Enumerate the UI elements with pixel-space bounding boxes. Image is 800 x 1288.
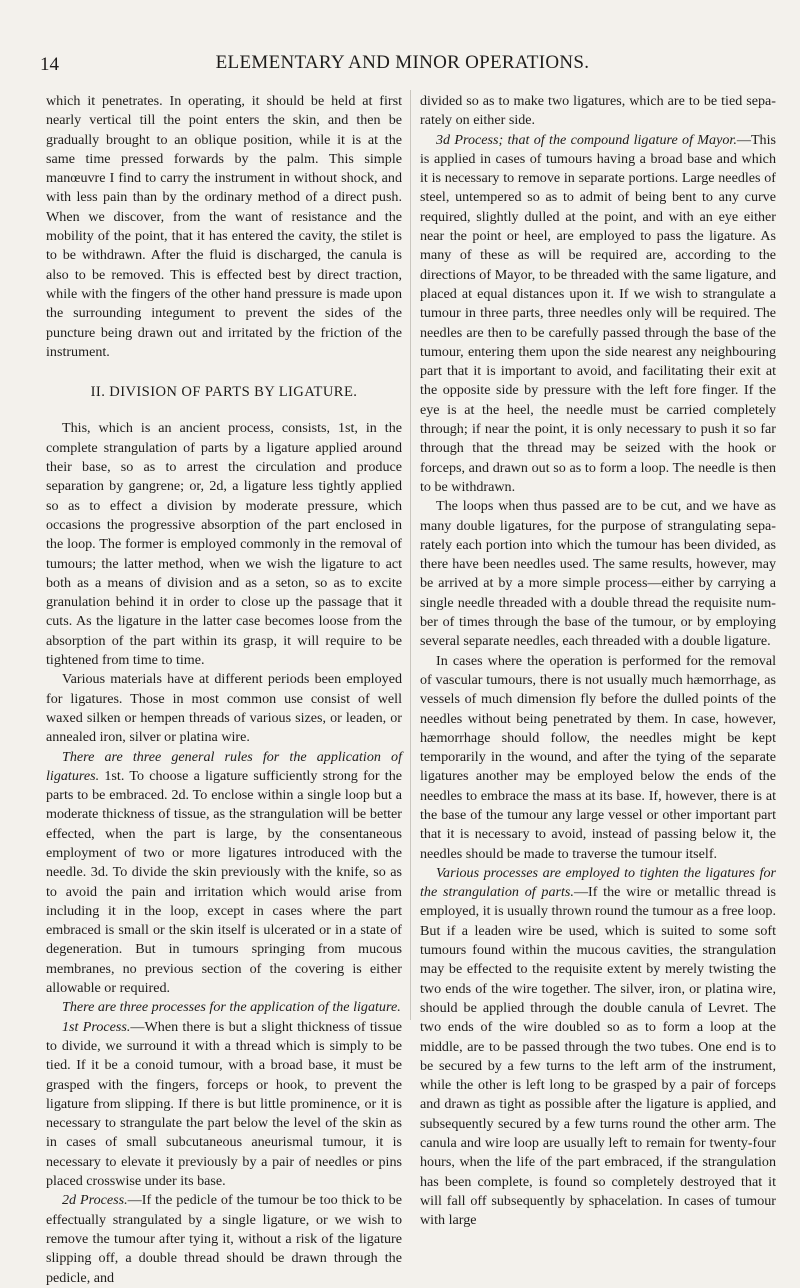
section-heading: II. DIVISION OF PARTS BY LIGATURE. [90, 384, 358, 401]
first-process-label: 1st Process. [62, 1018, 131, 1035]
running-head: ELEMENTARY AND MINOR OPERATIONS. [215, 52, 590, 73]
second-process-body: —If the pedicle of the tumour be too thick to be effectually strangulated by a single ligature, or we wish to remove the tumour after tying it, without a risk of the ligature slipping off, a double thread should be drawn through the pedicle, and [46, 1192, 402, 1286]
tighten-label: Various processes are employed to tighten the ligatures for the strangulation of parts. [420, 864, 776, 901]
page-header [40, 52, 765, 78]
third-process-body: —This is applied in cases of tumours having a broad base and which it is necessary to remove in separate portions. Large needles of steel, untempered so as to admit of being bent to any curve required, slightly dulled at the point, and with an eye either near the point or heel, are employed to pass the ligature. As many of these as will be required are, according to the directions of Mayor, to be threaded with the same ligature, and placed at equal distances upon it. If we wish to strangulate a tumour in three parts, three needles only will be required. The needles are then to be carefully passed through the base of the tumour, entering them upon the side nearest any neighbouring part that it is important to avoid, and facilitating their exit at the opposite side by pressure with the left fore finger. If the eye is at the heel, the needle must be carried completely through; if near the point, it is only necessary to push it so far through that the thread may be seized with the hook or forceps, and drawn out so as to form a loop. The needle is then to be withdrawn. [420, 131, 776, 495]
rules-paragraph [46, 748, 402, 999]
first-process-paragraph [46, 1018, 402, 1192]
materials-paragraph: Various materials have at different periods been employed for ligatures. Those in most common use consist of well waxed silken or hempen threads of various sizes, or leaden, or annealed iron, silver or platina wire. [46, 671, 402, 746]
first-process-body: —When there is but a slight thickness of tissue to divide, we surround it with a thread which is simply to be tied. If it be a conoid tumour, with a broad base, it must be grasped with the fingers, forceps or hook, to prevent the ligature from slipping. If there is but little prominence, or it is necessary to strangulate the part below the level of the skin as in cases of small subcutaneous aneurismal tumour, it is necessary to elevate it previously by a pair of needles or pins placed crosswise under its base. [46, 1018, 402, 1190]
processes-lead-paragraph [46, 998, 402, 1017]
tighten-body: —If the wire or metallic thread is employed, it is usually thrown round the tumour as a free loop. But if a leaden wire be used, which is suited to some soft tumours found within the mucous cavities, the strangulation may be effected to the requisite extent by merely twisting the two ends of the wire together. The silver, iron, or platina wire, should be applied through the double canula of Levret. The two ends of the wire doubled so as to form a loop at the middle, are to be passed through the two tubes. One end is to be secured by a few turns to the left arm of the instrument, while the other is left long to be grasped by a pair of forceps and drawn as tight as possible after the ligature is applied, and subsequently secured by a few turns round the other arm. The canula and wire loop are usually left to remain for twenty-four hours, when the life of the part embraced, if the strangulation has been complete, is found so completely destroyed that it will fall off subsequently by sphacelation. In cases of tumour with large [420, 884, 776, 1229]
tighten-paragraph [420, 864, 776, 1231]
page-number: 14 [40, 54, 59, 75]
second-process-label: 2d Process. [62, 1192, 128, 1209]
right-column [420, 92, 776, 1231]
loops-paragraph: The loops when thus passed are to be cut, and we have as many double ligatures, for the purpose of strangulating separately each portion into which the tumour has been divided, as there have been needles used. The same results, however, may be arrived at by a more simple process—either by carrying a single needle threaded with a double thread the requisite number of times through the base of the tumour, or by employing several separate needles, each threaded with a double ligature. [420, 498, 776, 650]
rules-lead: There are three general rules for the application of ligatures. [46, 748, 402, 784]
ligature-paragraph: This, which is an ancient process, consists, 1st, in the complete strangulation of parts by a ligature applied around their base, so as to arrest the circulation and produce separation by gangrene; or, 2d, a ligature less tightly applied so as to effect a division by moderate pressure, which occasions the progressive absorption of the part enclosed in the loop. The former is employed commonly in the removal of tumours; the latter method, when we wish the ligature to act both as a means of division and as a seton, so as to excite granulation behind it in order to close up the passage that it cuts. As the ligature in the latter case becomes loose from the absorption of the part within its grasp, it will require to be tightened from time to time. [46, 420, 402, 669]
continuation-paragraph: divided so as to make two ligatures, which are to be tied separately on either side. [420, 93, 776, 129]
second-process-paragraph [46, 1191, 402, 1287]
intro-paragraph: which it penetrates. In operating, it should be held at first nearly vertical till the point enters the skin, and then be gradually brought to an oblique position, while it is at the same time pressed forwards by the palm. This simple manœuvre I find to carry the instrument in without shock, and with less pain than by the ordinary method of a direct push. When we discover, from the want of resistance and the mobility of the point, that it has entered the cavity, the stilet is to be withdrawn. After the fluid is discharged, the canula is also to be removed. This is effected best by direct traction, while with the fingers of the other hand pressure is made upon the surrounding integument to prevent the sides of the puncture being drawn out and irritated by the friction of the instrument. [46, 93, 402, 360]
left-column [46, 92, 402, 1288]
rules-body: 1st. To choose a ligature sufficiently strong for the parts to be embraced. 2d. To enclose within a single loop but a moderate thickness of tissue, as the strangulation will be better effected, when the part is large, by the consentaneous employment of two or more ligatures introduced with the needle. 3d. To divide the skin previously with the knife, so as to avoid the pain and irritation which would arise from including it in the loop, except in cases where the part embraced is small or the skin itself is ulcerated or in a state of degeneration. But in tumours springing from mucous membranes, no previous section of the covering is either allowable or required. [46, 767, 402, 997]
column-divider [410, 90, 411, 1020]
vascular-paragraph: In cases where the operation is performed for the removal of vascular tumours, there is not usually much hæmorrhage, as vessels of much dimension fly before the dulled points of the needles without being penetrated by them. In case, however, hæmorrhage should follow, the needles might be kept temporarily in the wound, and after the tying of the separate ligatures another may be employed below the ends of the needles to embrace the mass at its base. If, however, there is at the base of the tumour any large vessel or other important part that it is necessary to avoid, instead of passing below it, the needles should be made to traverse the tumour itself. [420, 652, 776, 862]
third-process-label: 3d Process; that of the compound ligature of Mayor. [436, 131, 737, 148]
third-process-paragraph [420, 131, 776, 498]
processes-lead: There are three processes for the application of the ligature. [62, 999, 401, 1016]
